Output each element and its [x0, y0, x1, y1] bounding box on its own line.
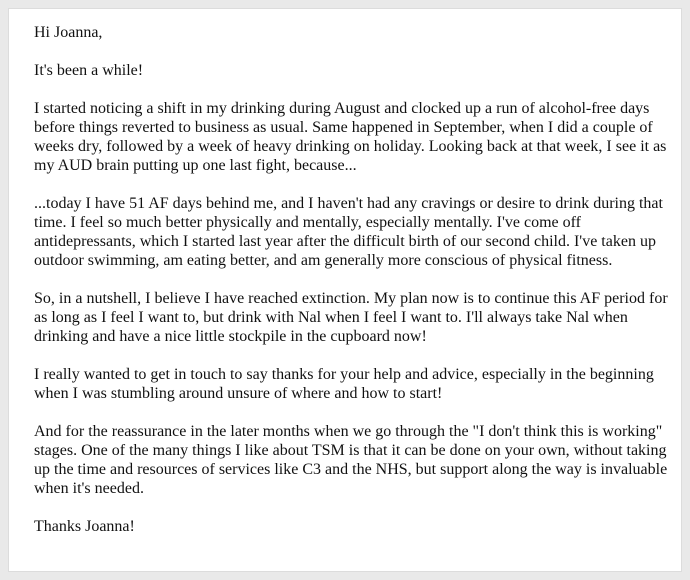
- letter-closing: Thanks Joanna!: [34, 518, 135, 535]
- letter-paragraph: ...today I have 51 AF days behind me, and I haven't had any cravings or desire to drink during that time. I feel so much better physically and mentally, especially mentally. I've come off antidepressants, which I started last year after the difficult birth of our second child. I've taken up outdoor swimming, am eating better, and am generally more conscious of physical fitness.: [34, 195, 663, 269]
- letter-paragraph: So, in a nutshell, I believe I have reached extinction. My plan now is to continue this AF period for as long as I feel I want to, but drink with Nal when I feel I want to. I'll always take Nal when drinking and have a nice little stockpile in the cupboard now!: [34, 290, 668, 345]
- letter-paragraph: I really wanted to get in touch to say thanks for your help and advice, especially in the beginning when I was stumbling around unsure of where and how to start!: [34, 366, 654, 402]
- letter-greeting: Hi Joanna,: [34, 24, 103, 41]
- letter-paragraph: I started noticing a shift in my drinking during August and clocked up a run of alcohol-free days before things reverted to business as usual. Same happened in September, when I did a couple of weeks dry, followed by a week of heavy drinking on holiday. Looking back at that week, I see it as my AUD brain putting up one last fight, because...: [34, 100, 667, 174]
- letter-paragraph: It's been a while!: [34, 62, 144, 79]
- letter-body: [34, 23, 674, 536]
- document-page: [8, 8, 682, 572]
- letter-paragraph: And for the reassurance in the later months when we go through the "I don't think this is working" stages. One of the many things I like about TSM is that it can be done on your own, without taking up the time and resources of services like C3 and the NHS, but support along the way is invaluable when it's needed.: [34, 423, 668, 497]
